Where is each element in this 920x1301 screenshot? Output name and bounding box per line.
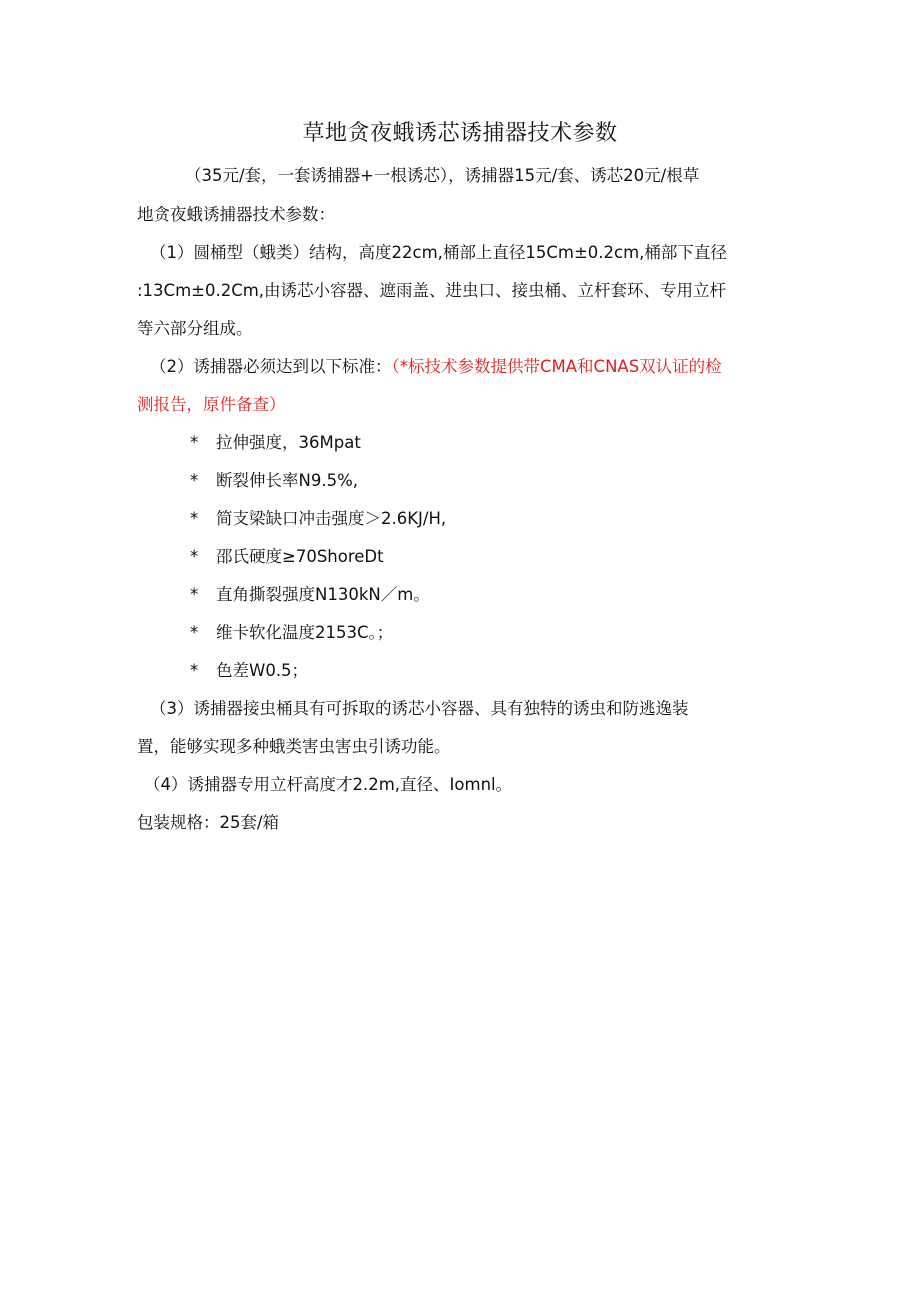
item-4: （4）诱捕器专用立杆高度才2.2m,直径、Iomnl。: [144, 775, 513, 794]
spec-item: [190, 583, 430, 607]
item-2-red-note-cont: 测报告，原件备查）: [137, 395, 286, 414]
spec-item: [190, 507, 446, 531]
item-2-line-1: [150, 355, 722, 379]
spec-text: 邵氏硬度≥70ShoreDt: [216, 547, 384, 566]
spec-item: [190, 621, 393, 645]
spec-text: 维卡软化温度2153C。；: [216, 623, 394, 642]
spec-text: 色差W0.5；: [216, 661, 309, 680]
item-2-red-note: （*标技术参数提供带CMA和CNAS双认证的检: [391, 357, 722, 376]
item-1-line-2: :13Cm±0.2Cm,由诱芯小容器、遮雨盖、进虫口、接虫桶、立杆套环、专用立杆: [137, 281, 727, 300]
bullet-star: *: [190, 509, 199, 528]
spec-text: 简支梁缺口冲击强度＞2.6KJ/H,: [216, 509, 447, 528]
item-3-line-2: 置，能够实现多种蛾类害虫害虫引诱功能。: [137, 737, 451, 756]
intro-line-2: 地贪夜蛾诱捕器技术参数：: [137, 205, 335, 224]
item-2-heading: （2）诱捕器必须达到以下标准：: [150, 357, 392, 376]
bullet-star: *: [190, 471, 199, 490]
spec-text: 断裂伸长率N9.5%,: [216, 471, 359, 490]
spec-item: [190, 545, 384, 569]
bullet-star: *: [190, 661, 199, 680]
item-1-line-1: （1）圆桶型（蛾类）结构，高度22cm,桶部上直径15Cm±0.2cm,桶部下直径: [150, 243, 727, 262]
spec-text: 直角撕裂强度N130kN／m。: [216, 585, 430, 604]
bullet-star: *: [190, 623, 199, 642]
intro-line-1: （35元/套，一套诱捕器+一根诱芯），诱捕器15元/套、诱芯20元/根草: [185, 166, 700, 185]
bullet-star: *: [190, 585, 199, 604]
spec-item: [190, 659, 308, 683]
item-1-line-3: 等六部分组成。: [137, 319, 253, 338]
item-3-line-1: （3）诱捕器接虫桶具有可拆取的诱芯小容器、具有独特的诱虫和防逃逸装: [150, 699, 689, 718]
spec-item: [190, 469, 358, 493]
packing-spec: 包装规格：25套/箱: [137, 813, 280, 832]
spec-item: [190, 431, 361, 455]
document-title: 草地贪夜蛾诱芯诱捕器技术参数: [302, 121, 618, 146]
bullet-star: *: [190, 547, 199, 566]
bullet-star: *: [190, 433, 199, 452]
spec-text: 拉伸强度，36Mpat: [216, 433, 361, 452]
